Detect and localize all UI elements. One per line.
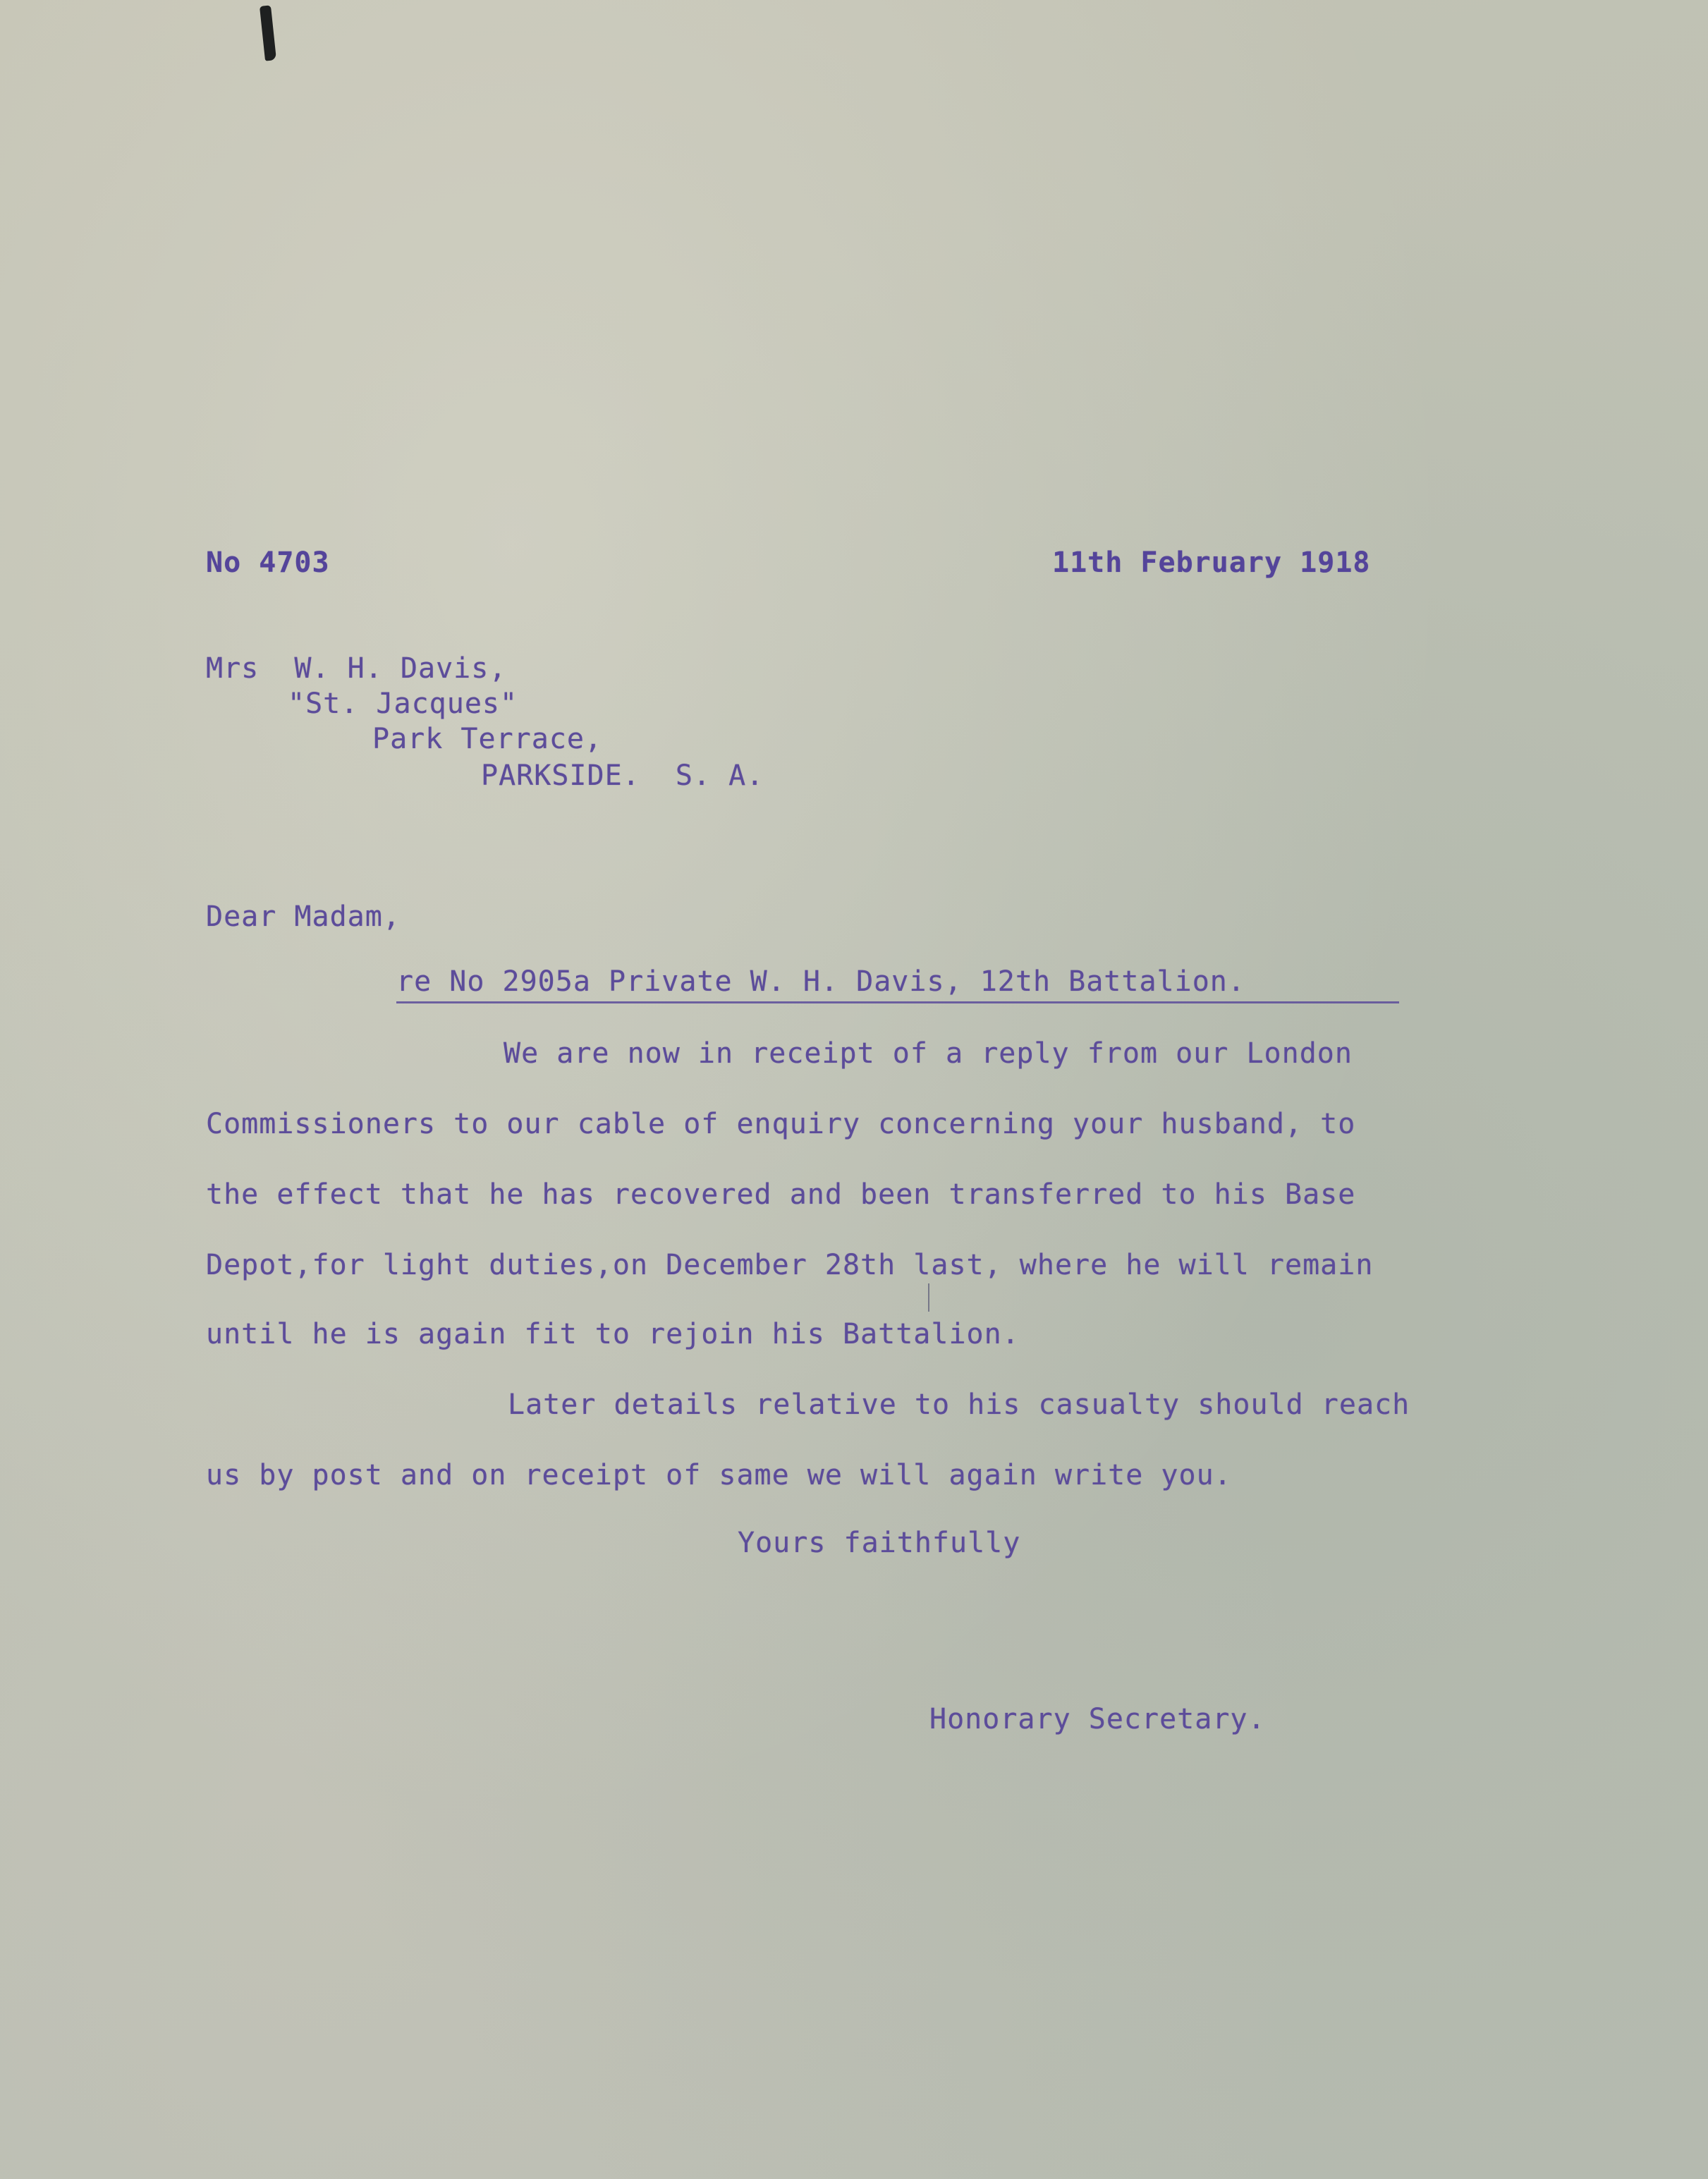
pencil-tick <box>928 1283 929 1312</box>
subject-underline <box>396 1001 1399 1003</box>
paragraph-1-line-4: Depot,for light duties,on December 28th last, where he will remain <box>206 1249 1374 1281</box>
paragraph-1-line-5: until he is again fit to rejoin his Battalion. <box>206 1318 1020 1350</box>
ink-mark <box>260 5 276 61</box>
closing: Yours faithfully <box>738 1527 1021 1559</box>
salutation: Dear Madam, <box>206 901 401 933</box>
subject-line: re No 2905a Private W. H. Davis, 12th Battalion. <box>396 965 1245 998</box>
address-line-3: Park Terrace, <box>372 723 603 755</box>
paragraph-2-line-1: Later details relative to his casualty should reach <box>508 1388 1410 1421</box>
letter-date: 11th February 1918 <box>1052 547 1371 579</box>
address-line-2: "St. Jacques" <box>288 688 518 720</box>
paragraph-2-line-2: us by post and on receipt of same we will again write you. <box>206 1459 1232 1491</box>
signature-title: Honorary Secretary. <box>929 1703 1266 1735</box>
reference-number: No 4703 <box>206 547 330 579</box>
address-line-1: Mrs W. H. Davis, <box>206 652 507 685</box>
paragraph-1-line-2: Commissioners to our cable of enquiry concerning your husband, to <box>206 1108 1356 1140</box>
address-line-4: PARKSIDE. S. A. <box>481 759 764 792</box>
paragraph-1-line-3: the effect that he has recovered and been transferred to his Base <box>206 1178 1356 1211</box>
paragraph-1-line-1: We are now in receipt of a reply from our London <box>504 1037 1353 1070</box>
